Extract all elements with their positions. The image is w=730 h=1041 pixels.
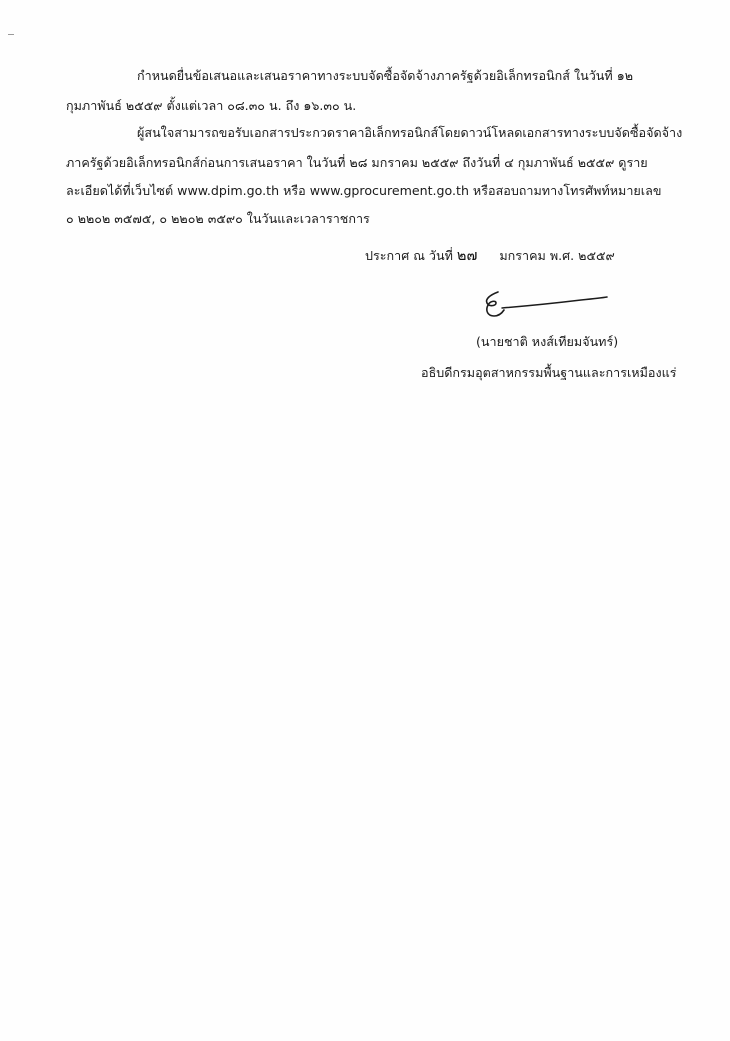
scan-speck	[8, 34, 14, 35]
paragraph-1-line-1: กำหนดยื่นข้อเสนอและเสนอราคาทางระบบจัดซื้อจัดจ้างภาครัฐด้วยอิเล็กทรอนิกส์ ในวันที่ ๑๒	[137, 68, 634, 83]
announcement-prefix: ประกาศ ณ วันที่	[365, 248, 453, 263]
paragraph-2-line-3: ละเอียดได้ที่เว็บไซต์ www.dpim.go.th หรือ www.gprocurement.go.th หรือสอบถามทางโทรศัพท์หมายเลข	[66, 183, 662, 198]
paragraph-2-line-1: ผู้สนใจสามารถขอรับเอกสารประกวดราคาอิเล็กทรอนิกส์โดยดาวน์โหลดเอกสารทางระบบจัดซื้อจัดจ้าง	[137, 125, 683, 140]
paragraph-1-line-2: กุมภาพันธ์ ๒๕๕๙ ตั้งแต่เวลา ๐๘.๓๐ น. ถึง ๑๖.๓๐ น.	[66, 98, 357, 113]
signer-name: (นายชาติ หงส์เทียมจันทร์)	[476, 334, 619, 349]
announcement-date	[365, 247, 615, 265]
announcement-day: ๒๗	[456, 248, 478, 264]
paragraph-2-line-2: ภาครัฐด้วยอิเล็กทรอนิกส์ก่อนการเสนอราคา ในวันที่ ๒๘ มกราคม ๒๕๕๙ ถึงวันที่ ๔ กุมภาพันธ์ ๒๕๕๙ ดูราย	[66, 155, 648, 170]
handwritten-signature	[476, 286, 616, 326]
paragraph-2-line-4: ๐ ๒๒๐๒ ๓๕๗๕, ๐ ๒๒๐๒ ๓๕๙๐ ในวันและเวลาราชการ	[66, 211, 370, 226]
announcement-month-year: มกราคม พ.ศ. ๒๕๕๙	[499, 248, 615, 263]
signer-title: อธิบดีกรมอุตสาหกรรมพื้นฐานและการเหมืองแร่	[421, 365, 677, 380]
